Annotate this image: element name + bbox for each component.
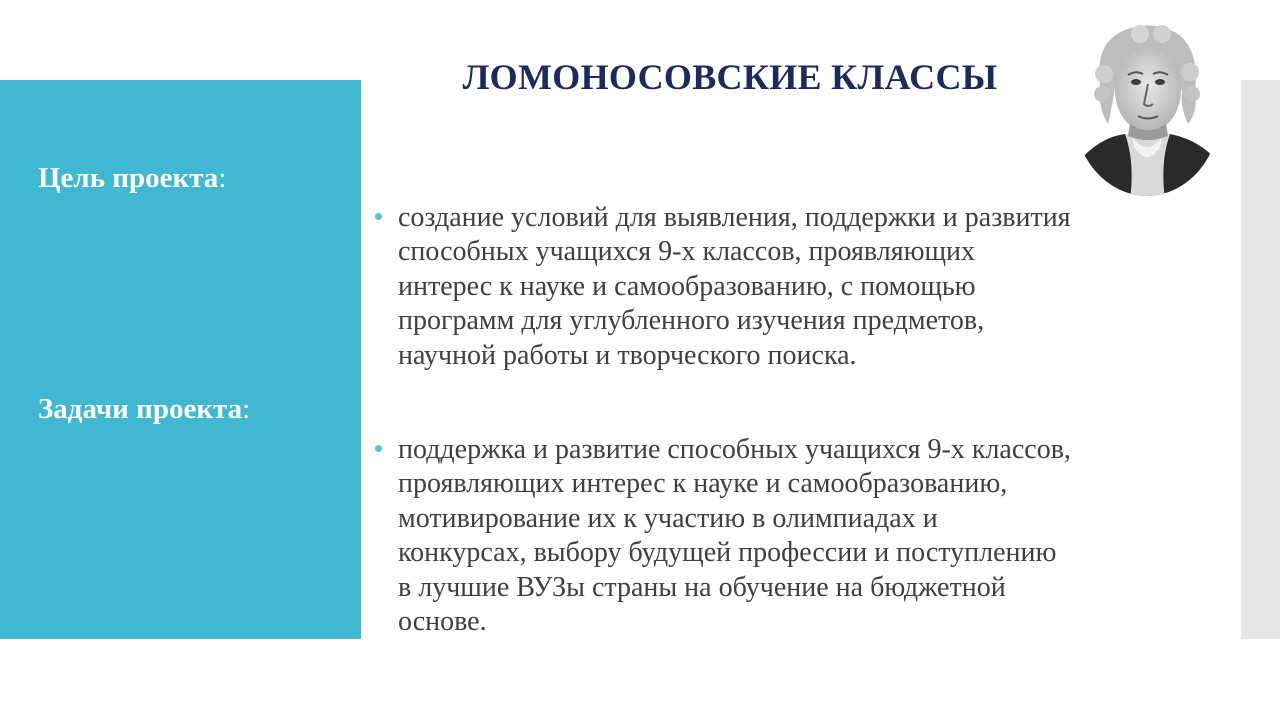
goal-label-text: Цель проекта (38, 162, 219, 194)
tasks-label-colon: : (242, 393, 251, 425)
lomonosov-portrait-icon (1070, 12, 1225, 200)
bullet-dot-icon (375, 445, 382, 452)
goal-label-colon: : (218, 162, 227, 194)
tasks-bullet (370, 433, 1170, 639)
tasks-label (38, 393, 250, 426)
right-accent-strip (1241, 80, 1280, 639)
bullet-dot-icon (375, 213, 382, 220)
goal-bullet (370, 201, 1170, 373)
goal-label (38, 162, 226, 195)
tasks-label-text: Задачи проекта (38, 393, 243, 425)
tasks-text: поддержка и развитие способных учащихся 9-х классов, проявляющих интерес к науке и самообразованию, мотивирование их к участию в олимпиадах и конкурсах, выбору будущей профессии и поступлению в лучшие ВУЗы страны на обучение на бюджетной основе. (398, 434, 1071, 638)
slide-title: ЛОМОНОСОВСКИЕ КЛАССЫ (462, 57, 998, 97)
goal-text: создание условий для выявления, поддержки и развития способных учащихся 9-х классов, проявляющих интерес к науке и самообразованию, с помощью программ для углубленного изучения предметов, научной работы и творческого поиска. (398, 202, 1071, 371)
